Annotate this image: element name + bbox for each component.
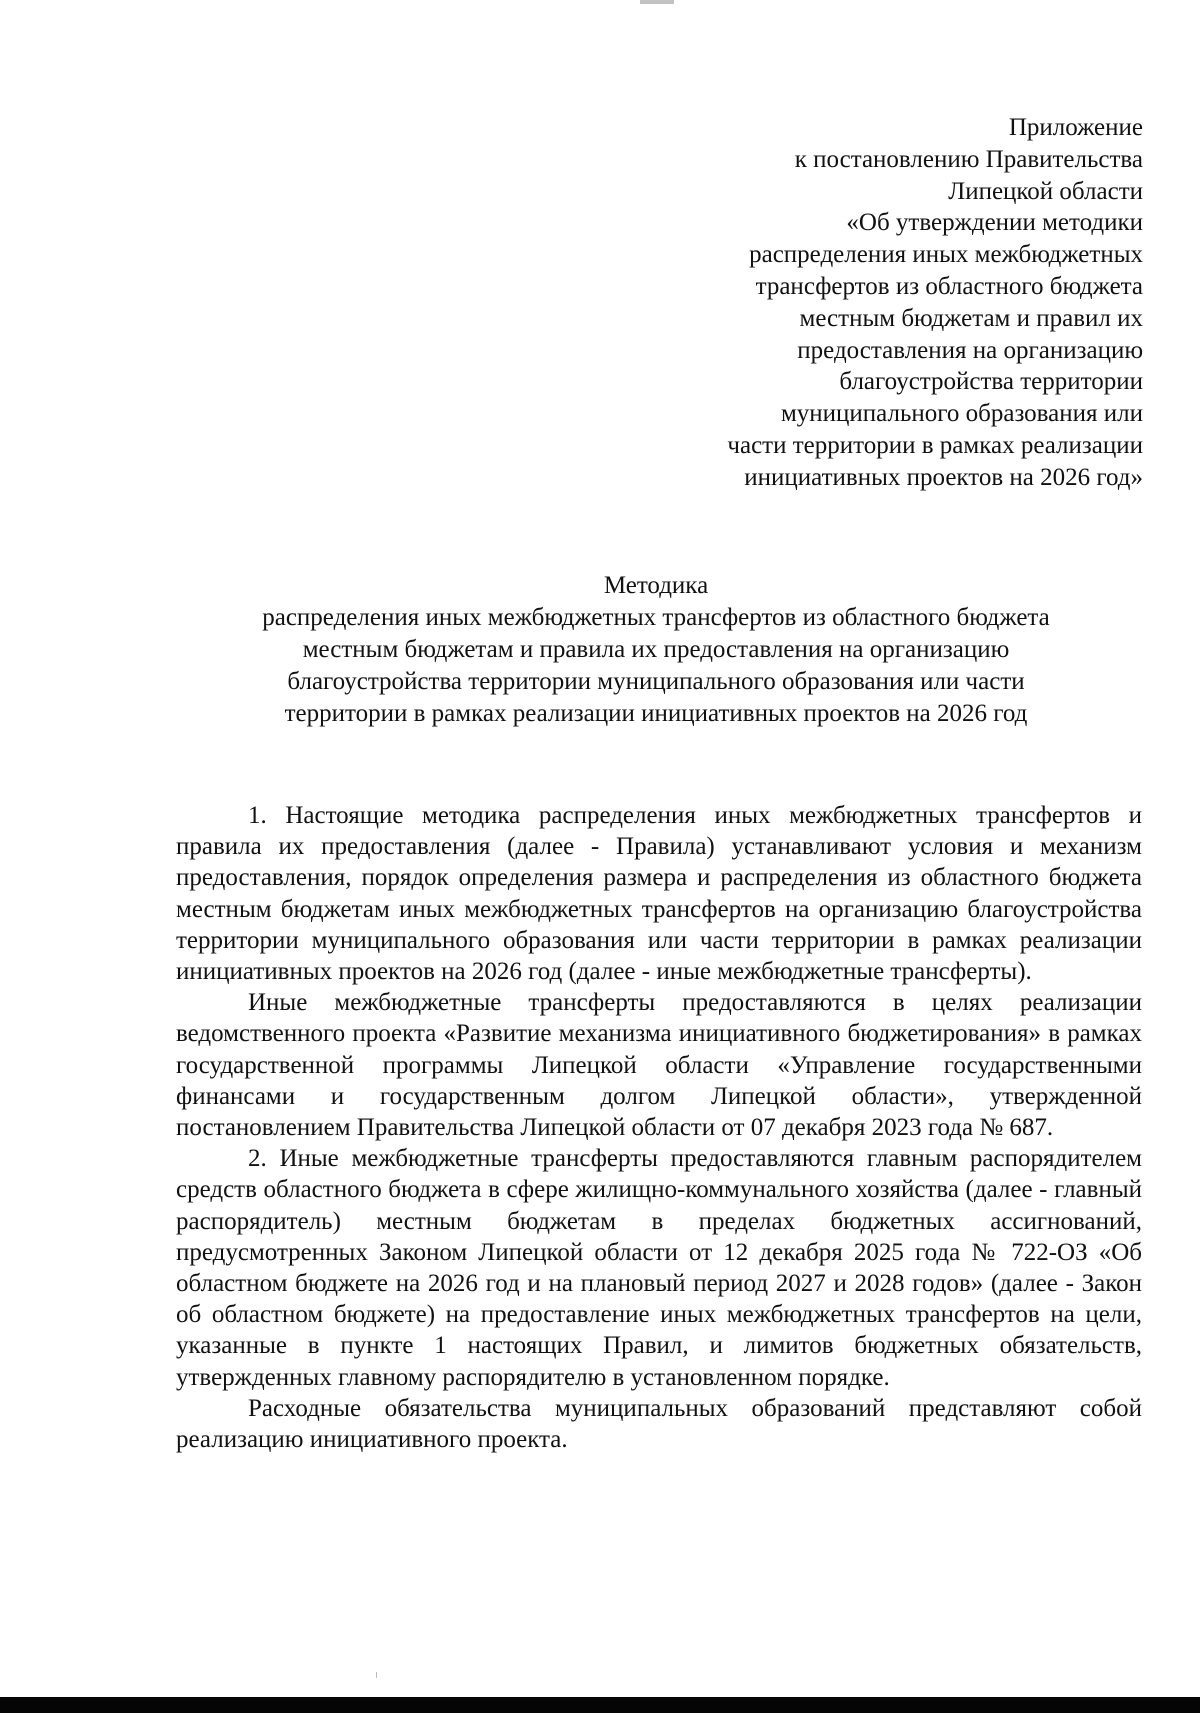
title-heading: Методика <box>603 572 709 599</box>
appendix-line: Липецкой области <box>948 177 1143 205</box>
appendix-line: Приложение <box>1008 114 1143 141</box>
title-line: благоустройства территории муниципального образования или части <box>287 668 1025 695</box>
title-line: распределения иных межбюджетных трансфертов из областного бюджета <box>262 604 1050 631</box>
appendix-line: предоставления на организацию <box>797 336 1143 364</box>
title-line: местным бюджетам и правила их предоставления на организацию <box>302 636 1010 663</box>
appendix-line: распределения иных межбюджетных <box>749 241 1143 269</box>
paragraph-4: Расходные обязательства муниципальных образований представляют собой реализацию инициативного проекта. <box>176 1394 1142 1454</box>
appendix-line: трансфертов из областного бюджета <box>755 272 1143 300</box>
paragraph-1: 1. Настоящие методика распределения иных межбюджетных трансфертов и правила их предоставления (далее - Правила) устанавливают условия и механизм предоставления, порядок определения размера и распределения из областного бюджета местным бюджетам иных межбюджетных трансфертов на организацию благоустройства территории муниципального образования или части территории в рамках реализации инициативных проектов на 2026 год (далее - иные межбюджетные трансферты). <box>176 802 1142 986</box>
appendix-block <box>583 112 1143 494</box>
appendix-line: муниципального образования или <box>780 400 1143 428</box>
scan-artifact <box>376 1672 377 1678</box>
appendix-line: местным бюджетам и правил их <box>799 304 1143 332</box>
appendix-line: к постановлению Правительства <box>794 145 1143 173</box>
appendix-line: инициативных проектов на 2026 год» <box>744 463 1143 491</box>
appendix-line: «Об утверждении методики <box>846 209 1143 237</box>
scan-bottom-border <box>0 1697 1200 1713</box>
paragraph-3: 2. Иные межбюджетные трансферты предоставляются главным распорядителем средств областного бюджета в сфере жилищно-коммунального хозяйства (далее - главный распорядитель) местным бюджетам в пределах бюджетных ассигнований, предусмотренных Законом Липецкой области от 12 декабря 2025 года № 722-ОЗ «Об областном бюджете на 2026 год и на плановый период 2027 и 2028 годов» (далее - Закон об областном бюджете) на предоставление иных межбюджетных трансфертов на цели, указанные в пункте 1 настоящих Правил, и лимитов бюджетных обязательств, утвержденных главному распорядителю в установленном порядке. <box>176 1145 1142 1391</box>
paragraph-2: Иные межбюджетные трансферты предоставляются в целях реализации ведомственного проекта «Развитие механизма инициативного бюджетирования» в рамках государственной программы Липецкой области «Управление государственными финансами и государственным долгом Липецкой области», утвержденной постановлением Правительства Липецкой области от 07 декабря 2023 года № 687. <box>176 989 1142 1142</box>
scan-mark <box>640 0 674 4</box>
appendix-line: части территории в рамках реализации <box>727 431 1143 459</box>
title-line: территории в рамках реализации инициативных проектов на 2026 год <box>284 700 1028 727</box>
appendix-line: благоустройства территории <box>839 368 1143 396</box>
document-title <box>176 570 1136 730</box>
document-body <box>176 800 1142 1455</box>
